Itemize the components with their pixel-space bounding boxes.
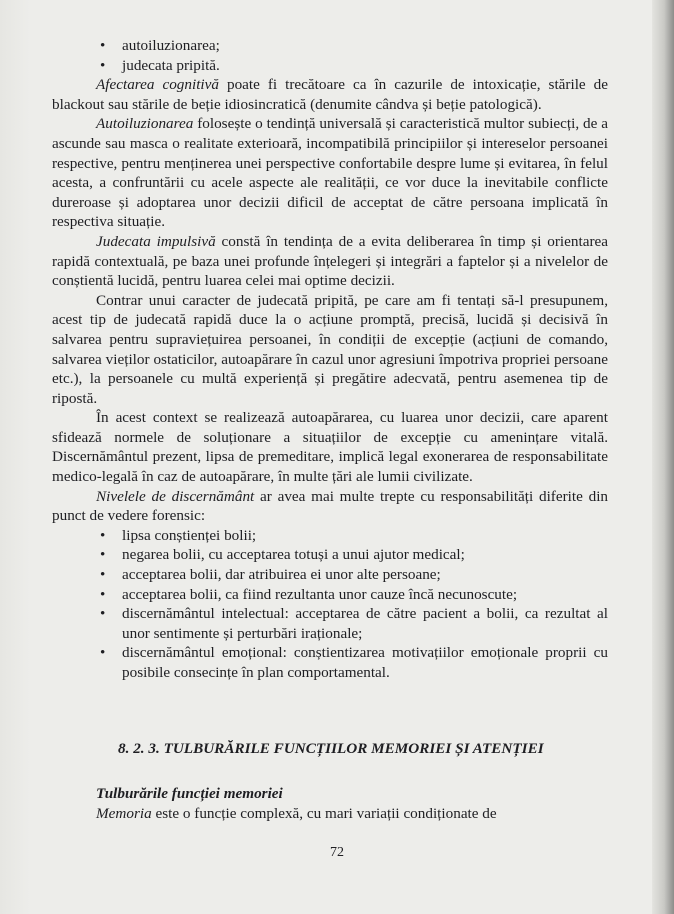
bullet-list-top [52, 36, 608, 75]
term: Afectarea cognitivă [96, 76, 219, 94]
term: Memoria [96, 804, 152, 822]
paragraph-text: este o funcție complexă, cu mari variații condiționate de [151, 804, 497, 822]
list-item: • discernământul intelectual: acceptarea de către pacient a bolii, ca rezultat al unor sentimente și perturbări iraționale; [52, 604, 608, 643]
paragraph [52, 114, 608, 232]
paragraph: În acest context se realizează autoapărarea, cu luarea unor decizii, care aparent sfidează normele de soluționare a situațiilor de excepție cu amenințare vitală. Discernământul prezent, lipsa de premeditare, implică legal exonerarea de responsabilitate medico-legală în caz de autoapărare, în multe țări ale lumii civilizate. [52, 409, 608, 486]
paragraph [52, 487, 608, 526]
term: Nivelele de discernământ [96, 487, 255, 505]
page-number: 72 [330, 845, 344, 860]
list-item: • acceptarea bolii, ca fiind rezultanta unor cauze încă necunoscute; [52, 585, 608, 605]
list-item: • negarea bolii, cu acceptarea totuși a unui ajutor medical; [52, 545, 608, 565]
term: Autoiluzionarea [96, 115, 194, 133]
paragraph [52, 232, 608, 291]
paragraph-text: constă în tendința de a evita deliberarea în timp și orientarea rapidă contextuală, pe baza unei profunde înțelegeri și integrări a faptelor și a nivelelor de conștientă lucidă, pentru luarea celei mai optime decizii. [52, 232, 608, 290]
paragraph [52, 75, 608, 114]
list-item: • judecata pripită. [52, 56, 608, 76]
paragraph: Contrar unui caracter de judecată pripită, pe care am fi tentați să-l presupunem, acest tip de judecată rapidă duce la o acțiune promptă, precisă, lucidă și decisivă în salvarea pentru supraviețuirea persoanei, în condiții de excepție (acțiuni de comando, salvarea vieților ostaticilor, autoapărare în cazul unor agresiuni împotriva propriei persoane etc.), la persoanele cu multă experiență și pregătire adecvată, pentru asemenea tip de ripostă. [52, 291, 608, 407]
paragraph [52, 804, 608, 824]
subheading: Tulburările funcției memoriei [96, 785, 283, 803]
page-body [52, 36, 608, 823]
paragraph-text: poate fi trecătoare ca în cazurile de intoxicație, stările de blackout sau stările de beție idiosincratică (denumite cândva și beție patologică). [52, 76, 608, 113]
list-item: • lipsa conștienței bolii; [52, 526, 608, 546]
paragraph-text: ar avea mai multe trepte cu responsabilități diferite din punct de vedere forensic: [52, 487, 609, 525]
list-item: • autoiluzionarea; [52, 36, 608, 56]
paragraph-text: folosește o tendință universală și caracteristică multor subiecți, de a ascunde sau masca o realitate exterioară, incompatibilă principiilor și intereselor persoanei respective, pentru menținerea unei perspective confortabile despre lume și evitarea, în felul acesta, a confruntării cu acele aspecte ale realității, ce vor duce la inevitabile conflicte dureroase și adoptarea unor decizii dificil de acceptat de către persoana implicată în respectiva situație. [52, 115, 608, 231]
bullet-list-discernment [52, 526, 608, 683]
page-shadow-left [0, 0, 30, 914]
term: Judecata impulsivă [96, 232, 216, 250]
list-item: • discernământul emoțional: conștientizarea motivațiilor emoționale proprii cu posibile consecințe în plan comportamental. [52, 643, 608, 682]
section-heading: 8. 2. 3. TULBURĂRILE FUNCȚIILOR MEMORIEI ȘI ATENȚIEI [118, 739, 544, 757]
scan-edge-right [652, 0, 674, 914]
list-item: • acceptarea bolii, dar atribuirea ei unor alte persoane; [52, 565, 608, 585]
